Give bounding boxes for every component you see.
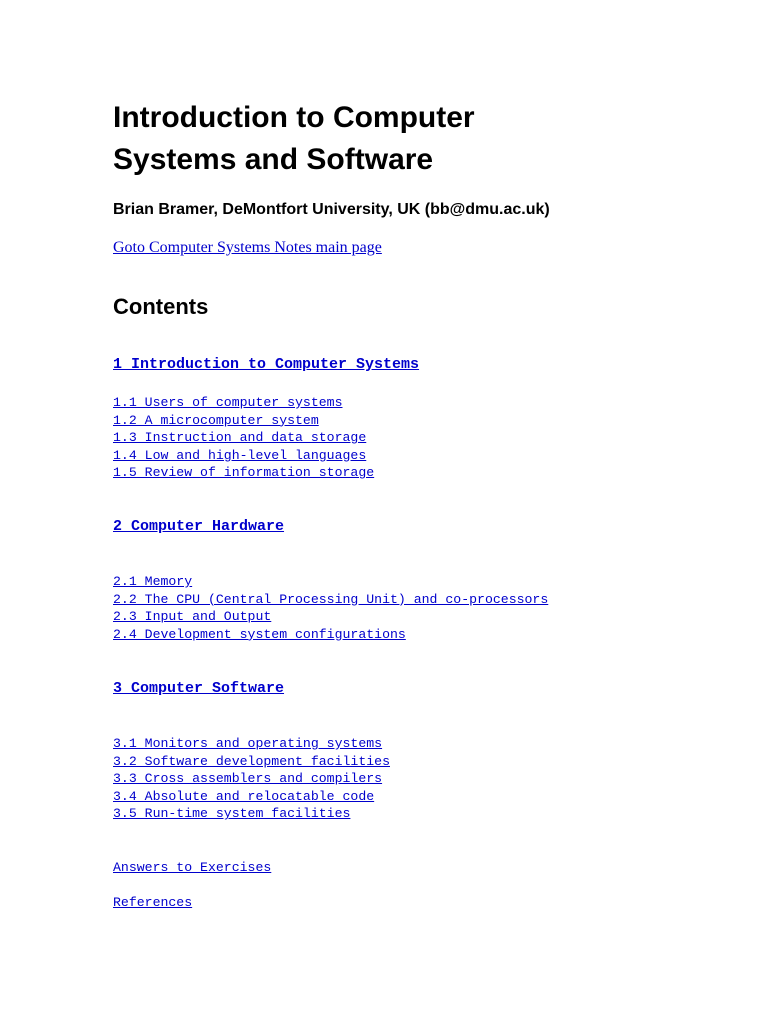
section-1-3-link[interactable]: 1.3 Instruction and data storage — [113, 430, 367, 446]
section-3-4-link[interactable]: 3.4 Absolute and relocatable code — [113, 788, 375, 804]
section-2-1-link[interactable]: 2.1 Memory — [113, 574, 193, 589]
list-item — [113, 805, 390, 823]
section-3-list — [113, 735, 390, 823]
author-line: Brian Bramer, DeMontfort University, UK (bb@dmu.ac.uk) — [113, 201, 550, 218]
list-item — [113, 770, 390, 788]
goto-main-page-link[interactable]: Goto Computer Systems Notes main page — [113, 239, 382, 256]
section-1-1-link[interactable]: 1.1 Users of computer systems — [113, 395, 343, 410]
section-3-1-link[interactable]: 3.1 Monitors and operating systems — [113, 736, 383, 751]
list-item — [113, 626, 548, 644]
list-item — [113, 394, 374, 412]
section-2-2-link[interactable]: 2.2 The CPU (Central Processing Unit) and co-processors — [113, 591, 549, 607]
list-item — [113, 573, 548, 591]
contents-heading: Contents — [113, 294, 209, 319]
references-link[interactable]: References — [113, 895, 193, 910]
section-1-list — [113, 394, 374, 482]
page-title-line2: Systems and Software — [113, 143, 434, 176]
section-2-list — [113, 573, 548, 643]
list-item — [113, 464, 374, 482]
section-3-link[interactable]: 3 Computer Software — [113, 680, 285, 697]
list-item — [113, 591, 548, 609]
list-item — [113, 735, 390, 753]
section-1-2-link[interactable]: 1.2 A microcomputer system — [113, 412, 319, 428]
answers-to-exercises-link[interactable]: Answers to Exercises — [113, 860, 272, 875]
section-3-2-link[interactable]: 3.2 Software development facilities — [113, 753, 390, 769]
list-item — [113, 412, 374, 430]
section-1-link[interactable]: 1 Introduction to Computer Systems — [113, 356, 420, 373]
section-3-3-link[interactable]: 3.3 Cross assemblers and compilers — [113, 771, 383, 787]
page-title-line1: Introduction to Computer — [113, 101, 475, 134]
list-item — [113, 788, 390, 806]
list-item — [113, 429, 374, 447]
section-3-5-link[interactable]: 3.5 Run-time system facilities — [113, 806, 351, 822]
section-2-3-link[interactable]: 2.3 Input and Output — [113, 609, 272, 625]
list-item — [113, 447, 374, 465]
list-item — [113, 608, 548, 626]
section-2-link[interactable]: 2 Computer Hardware — [113, 518, 285, 535]
page-title — [113, 97, 475, 181]
section-1-5-link[interactable]: 1.5 Review of information storage — [113, 465, 375, 481]
list-item — [113, 753, 390, 771]
section-2-4-link[interactable]: 2.4 Development system configurations — [113, 626, 406, 642]
section-1-4-link[interactable]: 1.4 Low and high-level languages — [113, 447, 367, 463]
